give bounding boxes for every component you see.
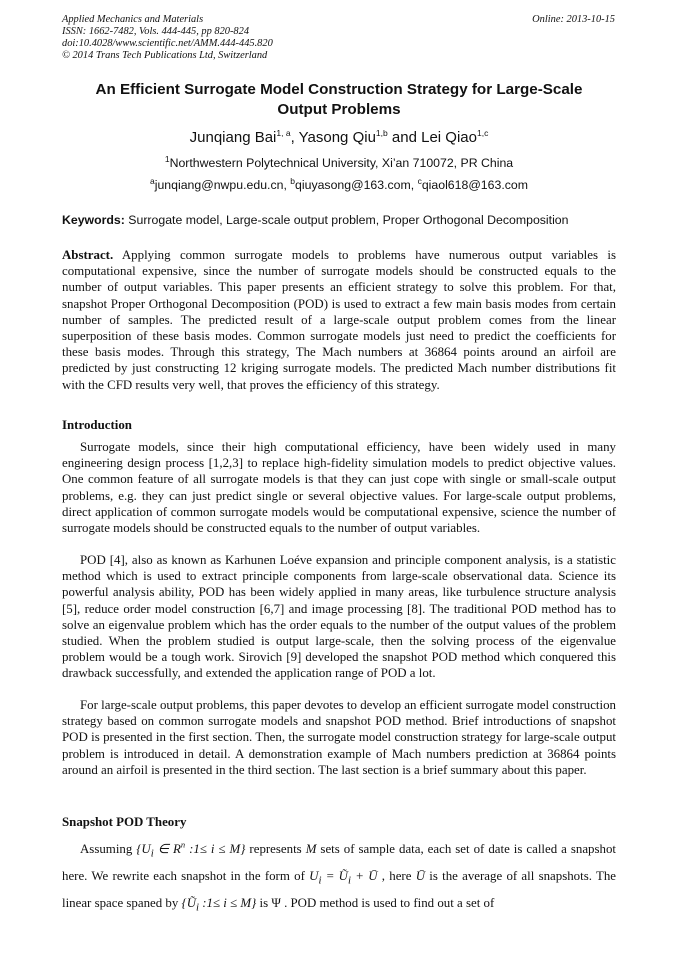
var-psi: Ψ xyxy=(271,896,281,911)
email-a: junqiang@nwpu.edu.cn, xyxy=(154,178,291,192)
set-tail: :1≤ i ≤ M} xyxy=(185,842,246,856)
eq-rest: = Ũ xyxy=(321,869,348,884)
keywords-label: Keywords: xyxy=(62,213,125,227)
affiliation-sup: 1 xyxy=(164,153,170,164)
span-set-open: {Ũ xyxy=(181,896,197,911)
email-a-sup: a xyxy=(150,175,155,186)
intro-paragraph-3: For large-scale output problems, this paper devotes to develop an efficient surrogate model construction strategy based on common surrogate models and snapshot POD method. Brief introductions of snapshot POD is presented in the first section. Then, the surrogate model construction strategy for large-scale output problem is introduced in detail. A demonstration example of Mach numbers prediction at 36864 points around an airfoil is presented in the third section. The last section is a brief summary about this paper. xyxy=(62,698,616,777)
keywords xyxy=(62,211,616,229)
abstract-label: Abstract. xyxy=(62,248,114,262)
var-ubar: Ū xyxy=(415,869,425,884)
pod-text-3: sets of sample data, each set of date is called a snapshot here. We rewrite each snapshot in the form of xyxy=(62,842,616,884)
set-rest: ∈ R xyxy=(153,842,181,856)
doi-line: doi:10.4028/www.scientific.net/AMM.444-445.820 xyxy=(62,38,273,49)
keywords-text: Surrogate model, Large-scale output problem, Proper Orthogonal Decomposition xyxy=(124,213,569,227)
abstract-text: Applying common surrogate models to problems have numerous output variables is computational expensive, since the number of surrogate models should be constructed equals to the number of output variables. This paper presents an efficient strategy to solve this problem. For that, snapshot Proper Orthogonal Decomposition (POD) is used to extract a few main basis modes from certain number of samples. The predicted result of a large-scale output problem comes from the linear superposition of these basis modes. Common surrogate models just need to predict the coefficients for these basis modes. Through this strategy, The Mach numbers at 36864 points around an airfoil are predicted by just constructing 12 kriging surrogate models. The predicted Mach number distributions fit with the CFD results very well, that proves the efficiency of this strategy. xyxy=(62,248,616,392)
span-set-tail: :1≤ i ≤ M} xyxy=(199,896,257,911)
pod-text-4: , here xyxy=(377,869,416,884)
eq-sub: i xyxy=(318,874,322,887)
online-date: Online: 2013-10-15 xyxy=(532,14,615,25)
author-1: Junqiang Bai xyxy=(189,129,277,146)
title-line-2: Output Problems xyxy=(277,101,401,118)
author-2-sup: 1,b xyxy=(375,128,388,138)
var-m: M xyxy=(305,842,317,856)
email-c: qiaol618@163.com xyxy=(421,178,528,192)
journal-header xyxy=(62,14,273,62)
introduction-heading: Introduction xyxy=(62,418,132,432)
author-3: and Lei Qiao xyxy=(387,129,477,146)
snapshot-pod-paragraph xyxy=(62,838,616,919)
email-b: qiuyasong@163.com, xyxy=(295,178,418,192)
eq-u: U xyxy=(309,869,319,884)
eq-tail: + Ū xyxy=(350,869,378,884)
set-open: {U xyxy=(136,842,151,856)
pod-text-2: represents xyxy=(245,842,306,856)
span-set-sub: i xyxy=(196,901,200,914)
pod-text-5: is the average of all snapshots. The linear space spaned by xyxy=(62,869,616,911)
abstract xyxy=(62,247,616,393)
affiliation xyxy=(62,154,616,172)
intro-paragraph-1: Surrogate models, since their high computational efficiency, have been widely used in many engineering design process [1,2,3] to replace high-fidelity simulation models to predict objective values. One common feature of all surrogate models is that they can just cope with single or small-scale output problems, e.g. they can just predict single or several objective values. For large-scale output problems, direct application of common surrogate models would be computational expensive, science the number of surrogate models should be constructed equals to the number of output variables. xyxy=(62,440,616,536)
pod-text-1: Assuming xyxy=(80,842,137,856)
decomposition-eq xyxy=(309,869,378,887)
snapshot-set xyxy=(136,839,246,860)
title-line-1: An Efficient Surrogate Model Construction Strategy for Large-Scale xyxy=(95,81,583,98)
author-list xyxy=(62,128,616,148)
copyright-line: © 2014 Trans Tech Publications Ltd, Switzerland xyxy=(62,50,268,61)
journal-name: Applied Mechanics and Materials xyxy=(62,14,204,25)
span-set xyxy=(181,896,257,914)
pod-text-6: is xyxy=(256,896,272,911)
author-3-sup: 1,c xyxy=(476,128,489,138)
set-sub: i xyxy=(150,847,154,860)
snapshot-pod-heading: Snapshot POD Theory xyxy=(62,815,187,829)
issn-line: ISSN: 1662-7482, Vols. 444-445, pp 820-824 xyxy=(62,26,250,37)
author-2: , Yasong Qiu xyxy=(290,129,376,146)
eq-sub-2: i xyxy=(347,874,351,887)
author-1-sup: 1, a xyxy=(276,128,291,138)
email-c-sup: c xyxy=(417,175,422,186)
email-list xyxy=(62,176,616,194)
set-sup: n xyxy=(180,839,186,850)
affiliation-text: Northwestern Polytechnical University, Xi’an 710072, PR China xyxy=(169,156,514,170)
pod-text-7: . POD method is used to find out a set of xyxy=(280,896,495,911)
email-b-sup: b xyxy=(290,175,296,186)
paper-title xyxy=(62,80,616,120)
intro-paragraph-2: POD [4], also as known as Karhunen Loéve expansion and principle component analysis, is a statistic method which is used to extract principle components from large-scale observational data. Science its powerful analysis ability, POD has been widely applied in many areas, like turbulence structure analysis [5], reduce order model construction [6,7] and image processing [8]. The traditional POD method has to solve an eigenvalue problem which has the order equals to the number of the output values of the problem studied. When the problem studied is output large-scale, then the solving process of the eigenvalue problem would be a tough work. Sirovich [9] developed the snapshot POD method which conquered this drawback successfully, and extended the application range of POD a lot. xyxy=(62,553,616,681)
